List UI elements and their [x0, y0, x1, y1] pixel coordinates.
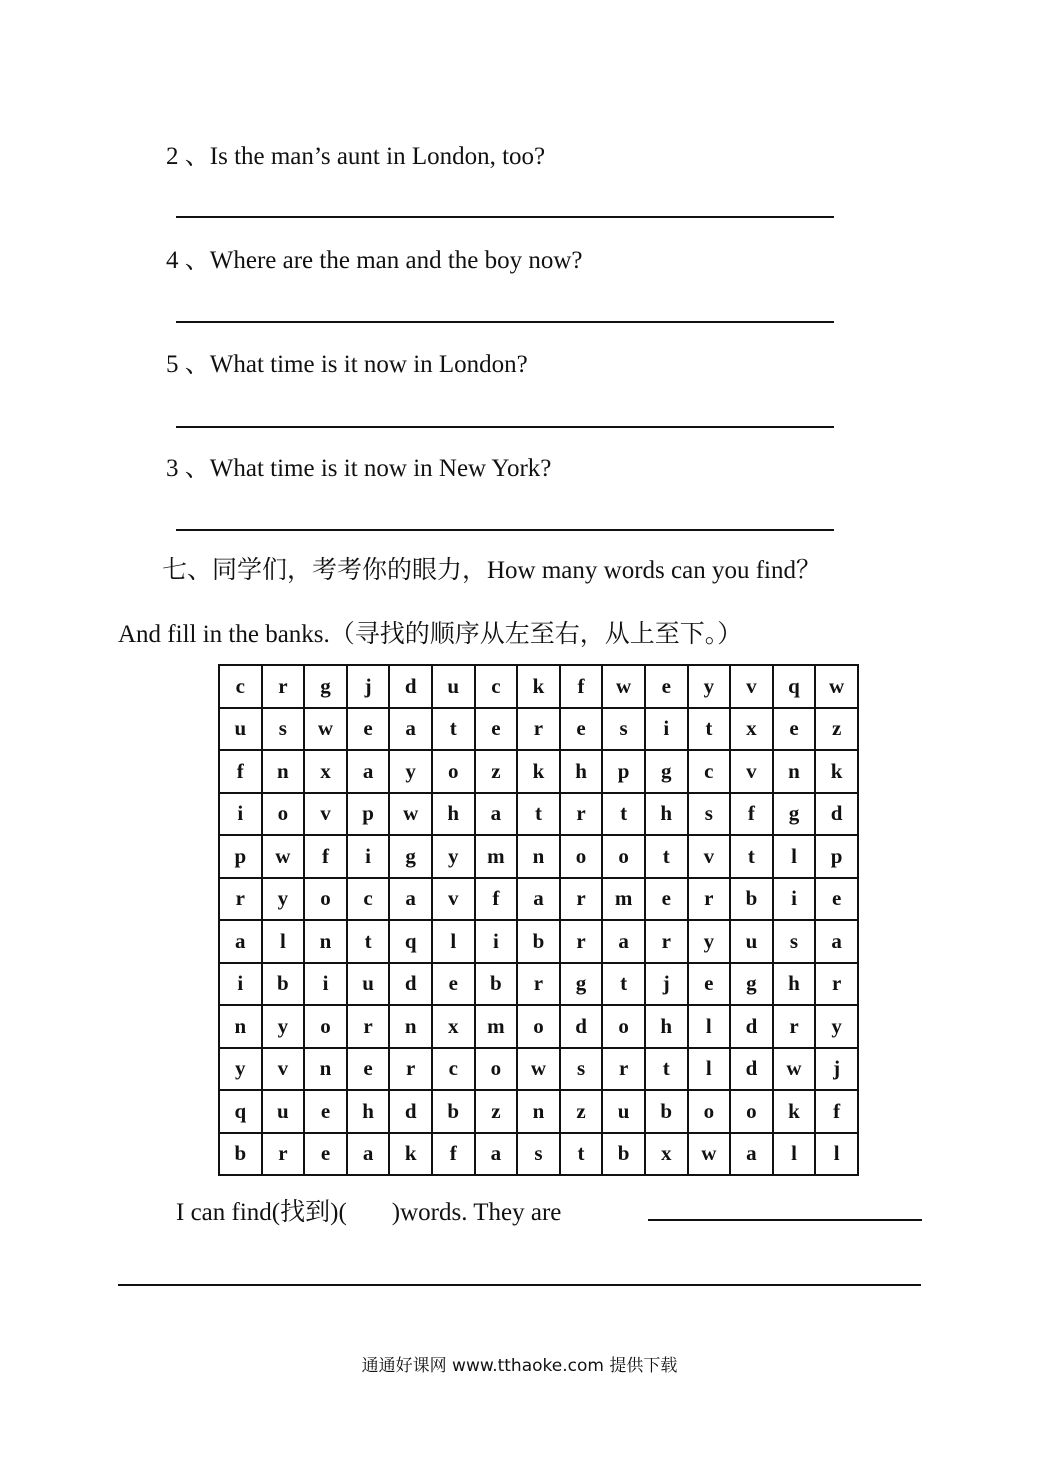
- grid-cell[interactable]: v: [730, 665, 773, 708]
- grid-cell[interactable]: g: [560, 963, 603, 1006]
- grid-cell[interactable]: g: [730, 963, 773, 1006]
- grid-cell[interactable]: k: [517, 665, 560, 708]
- grid-cell[interactable]: w: [304, 708, 347, 751]
- question-2: [166, 136, 545, 172]
- grid-cell[interactable]: f: [432, 1133, 475, 1176]
- grid-cell[interactable]: q: [389, 920, 432, 963]
- grid-cell[interactable]: n: [304, 1048, 347, 1091]
- grid-row: [219, 1005, 858, 1048]
- grid-cell[interactable]: a: [475, 793, 518, 836]
- grid-cell[interactable]: r: [517, 708, 560, 751]
- answer-line-4[interactable]: [176, 321, 834, 323]
- grid-cell[interactable]: f: [560, 665, 603, 708]
- grid-cell[interactable]: l: [773, 1133, 816, 1176]
- grid-cell[interactable]: y: [688, 920, 731, 963]
- grid-cell[interactable]: b: [262, 963, 305, 1006]
- grid-row: [219, 1048, 858, 1091]
- grid-cell[interactable]: e: [304, 1090, 347, 1133]
- grid-cell[interactable]: t: [560, 1133, 603, 1176]
- grid-cell[interactable]: w: [517, 1048, 560, 1091]
- grid-cell[interactable]: e: [475, 708, 518, 751]
- grid-cell[interactable]: r: [560, 920, 603, 963]
- footer-text: 通通好课网 www.tthaoke.com 提供下载: [361, 1356, 678, 1376]
- grid-row: [219, 750, 858, 793]
- grid-cell[interactable]: b: [432, 1090, 475, 1133]
- grid-cell[interactable]: u: [347, 963, 390, 1006]
- question-separator: 、: [184, 143, 210, 170]
- find-suffix: )words. They are: [391, 1199, 562, 1226]
- grid-cell[interactable]: e: [432, 963, 475, 1006]
- grid-cell[interactable]: d: [815, 793, 858, 836]
- grid-cell[interactable]: v: [304, 793, 347, 836]
- grid-cell[interactable]: a: [219, 920, 262, 963]
- grid-cell[interactable]: g: [389, 835, 432, 878]
- grid-cell[interactable]: r: [219, 878, 262, 921]
- grid-cell[interactable]: i: [773, 878, 816, 921]
- question-3: [166, 448, 551, 484]
- grid-cell[interactable]: d: [389, 665, 432, 708]
- question-text: Is the man’s aunt in London, too?: [209, 143, 546, 170]
- grid-row: [219, 708, 858, 751]
- grid-cell[interactable]: r: [688, 878, 731, 921]
- grid-cell[interactable]: i: [475, 920, 518, 963]
- grid-cell[interactable]: n: [389, 1005, 432, 1048]
- grid-cell[interactable]: x: [730, 708, 773, 751]
- grid-cell[interactable]: f: [219, 750, 262, 793]
- grid-cell[interactable]: f: [304, 835, 347, 878]
- grid-cell[interactable]: e: [688, 963, 731, 1006]
- grid-cell[interactable]: i: [304, 963, 347, 1006]
- question-separator: 、: [184, 351, 210, 378]
- question-separator: 、: [184, 247, 210, 274]
- grid-cell[interactable]: o: [688, 1090, 731, 1133]
- question-number: 4: [166, 247, 179, 274]
- grid-cell[interactable]: u: [730, 920, 773, 963]
- grid-cell[interactable]: a: [389, 878, 432, 921]
- grid-row: [219, 1133, 858, 1176]
- section-instruction: And fill in the banks.（寻找的顺序从左至右，从上至下。）: [118, 621, 743, 648]
- grid-cell[interactable]: t: [432, 708, 475, 751]
- question-text: Where are the man and the boy now?: [209, 247, 583, 274]
- question-number: 3: [166, 455, 179, 482]
- grid-cell[interactable]: o: [517, 1005, 560, 1048]
- grid-cell[interactable]: l: [432, 920, 475, 963]
- words-answer-line-2[interactable]: [118, 1284, 921, 1286]
- grid-cell[interactable]: t: [602, 793, 645, 836]
- grid-cell[interactable]: s: [773, 920, 816, 963]
- grid-cell[interactable]: m: [602, 878, 645, 921]
- grid-cell[interactable]: s: [560, 1048, 603, 1091]
- grid-cell[interactable]: h: [347, 1090, 390, 1133]
- grid-cell[interactable]: w: [815, 665, 858, 708]
- grid-cell[interactable]: k: [815, 750, 858, 793]
- grid-cell[interactable]: y: [815, 1005, 858, 1048]
- grid-cell[interactable]: f: [475, 878, 518, 921]
- grid-cell[interactable]: c: [688, 750, 731, 793]
- grid-cell[interactable]: r: [815, 963, 858, 1006]
- grid-cell[interactable]: o: [560, 835, 603, 878]
- grid-cell[interactable]: h: [432, 793, 475, 836]
- grid-cell[interactable]: n: [219, 1005, 262, 1048]
- grid-cell[interactable]: k: [773, 1090, 816, 1133]
- grid-cell[interactable]: l: [815, 1133, 858, 1176]
- grid-cell[interactable]: z: [475, 750, 518, 793]
- grid-cell[interactable]: v: [432, 878, 475, 921]
- grid-cell[interactable]: z: [815, 708, 858, 751]
- grid-cell[interactable]: g: [773, 793, 816, 836]
- grid-cell[interactable]: n: [262, 750, 305, 793]
- grid-cell[interactable]: e: [773, 708, 816, 751]
- grid-cell[interactable]: h: [645, 1005, 688, 1048]
- grid-cell[interactable]: b: [517, 920, 560, 963]
- grid-cell[interactable]: k: [517, 750, 560, 793]
- grid-cell[interactable]: i: [219, 963, 262, 1006]
- grid-row: [219, 665, 858, 708]
- question-separator: 、: [184, 455, 210, 482]
- grid-cell[interactable]: w: [602, 665, 645, 708]
- grid-cell[interactable]: e: [560, 708, 603, 751]
- grid-cell[interactable]: p: [347, 793, 390, 836]
- grid-cell[interactable]: r: [347, 1005, 390, 1048]
- grid-cell[interactable]: e: [645, 878, 688, 921]
- grid-cell[interactable]: e: [304, 1133, 347, 1176]
- grid-cell[interactable]: e: [347, 1048, 390, 1091]
- grid-cell[interactable]: x: [304, 750, 347, 793]
- grid-cell[interactable]: u: [219, 708, 262, 751]
- grid-cell[interactable]: h: [560, 750, 603, 793]
- grid-row: [219, 835, 858, 878]
- grid-cell[interactable]: n: [304, 920, 347, 963]
- words-answer-line[interactable]: [648, 1219, 922, 1221]
- find-sentence: [176, 1192, 561, 1228]
- grid-cell[interactable]: x: [432, 1005, 475, 1048]
- question-number: 2: [166, 143, 179, 170]
- grid-cell[interactable]: o: [262, 793, 305, 836]
- grid-cell[interactable]: y: [432, 835, 475, 878]
- grid-cell[interactable]: t: [517, 793, 560, 836]
- grid-cell[interactable]: c: [475, 665, 518, 708]
- grid-cell[interactable]: w: [688, 1133, 731, 1176]
- grid-cell[interactable]: o: [730, 1090, 773, 1133]
- grid-cell[interactable]: m: [475, 1005, 518, 1048]
- grid-cell[interactable]: n: [773, 750, 816, 793]
- grid-cell[interactable]: t: [645, 1048, 688, 1091]
- grid-cell[interactable]: b: [730, 878, 773, 921]
- question-text: What time is it now in London?: [209, 351, 528, 378]
- grid-cell[interactable]: a: [730, 1133, 773, 1176]
- grid-cell[interactable]: g: [304, 665, 347, 708]
- grid-cell[interactable]: d: [389, 1090, 432, 1133]
- grid-cell[interactable]: h: [645, 793, 688, 836]
- grid-cell[interactable]: c: [347, 878, 390, 921]
- grid-cell[interactable]: s: [517, 1133, 560, 1176]
- grid-cell[interactable]: j: [347, 665, 390, 708]
- grid-cell[interactable]: b: [602, 1133, 645, 1176]
- grid-cell[interactable]: d: [730, 1005, 773, 1048]
- grid-cell[interactable]: l: [773, 835, 816, 878]
- grid-cell[interactable]: r: [517, 963, 560, 1006]
- grid-cell[interactable]: c: [432, 1048, 475, 1091]
- grid-cell[interactable]: a: [347, 1133, 390, 1176]
- grid-cell[interactable]: r: [262, 665, 305, 708]
- grid-cell[interactable]: r: [389, 1048, 432, 1091]
- grid-row: [219, 963, 858, 1006]
- grid-cell[interactable]: f: [730, 793, 773, 836]
- grid-cell[interactable]: o: [475, 1048, 518, 1091]
- grid-row: [219, 878, 858, 921]
- grid-cell[interactable]: c: [219, 665, 262, 708]
- grid-cell[interactable]: t: [602, 963, 645, 1006]
- grid-cell[interactable]: o: [602, 1005, 645, 1048]
- grid-cell[interactable]: l: [688, 1005, 731, 1048]
- grid-cell[interactable]: j: [645, 963, 688, 1006]
- grid-cell[interactable]: i: [645, 708, 688, 751]
- grid-cell[interactable]: w: [773, 1048, 816, 1091]
- grid-cell[interactable]: o: [304, 1005, 347, 1048]
- grid-cell[interactable]: a: [347, 750, 390, 793]
- grid-cell[interactable]: y: [219, 1048, 262, 1091]
- question-5: [166, 344, 528, 380]
- grid-cell[interactable]: l: [688, 1048, 731, 1091]
- grid-cell[interactable]: t: [730, 835, 773, 878]
- grid-cell[interactable]: y: [389, 750, 432, 793]
- grid-cell[interactable]: v: [262, 1048, 305, 1091]
- answer-line-2[interactable]: [176, 216, 834, 218]
- grid-cell[interactable]: r: [645, 920, 688, 963]
- grid-cell[interactable]: y: [688, 665, 731, 708]
- grid-cell[interactable]: e: [347, 708, 390, 751]
- find-prefix: I can find(找到)(: [176, 1199, 347, 1226]
- grid-cell[interactable]: e: [815, 878, 858, 921]
- grid-cell[interactable]: w: [262, 835, 305, 878]
- grid-cell[interactable]: n: [517, 1090, 560, 1133]
- grid-cell[interactable]: h: [773, 963, 816, 1006]
- grid-cell[interactable]: s: [602, 708, 645, 751]
- grid-cell[interactable]: t: [645, 835, 688, 878]
- grid-cell[interactable]: t: [688, 708, 731, 751]
- grid-cell[interactable]: a: [815, 920, 858, 963]
- answer-line-3[interactable]: [176, 529, 834, 531]
- grid-cell[interactable]: a: [475, 1133, 518, 1176]
- question-number: 5: [166, 351, 179, 378]
- grid-cell[interactable]: r: [262, 1133, 305, 1176]
- grid-cell[interactable]: u: [262, 1090, 305, 1133]
- grid-cell[interactable]: f: [815, 1090, 858, 1133]
- grid-cell[interactable]: l: [262, 920, 305, 963]
- grid-cell[interactable]: t: [347, 920, 390, 963]
- grid-row: [219, 920, 858, 963]
- word-search-grid: [218, 664, 859, 1176]
- grid-cell[interactable]: s: [262, 708, 305, 751]
- grid-cell[interactable]: k: [389, 1133, 432, 1176]
- grid-cell[interactable]: u: [432, 665, 475, 708]
- grid-cell[interactable]: g: [645, 750, 688, 793]
- grid-cell[interactable]: m: [475, 835, 518, 878]
- grid-row: [219, 793, 858, 836]
- grid-cell[interactable]: y: [262, 878, 305, 921]
- grid-cell[interactable]: d: [389, 963, 432, 1006]
- grid-cell[interactable]: n: [517, 835, 560, 878]
- question-4: [166, 240, 583, 276]
- grid-cell[interactable]: v: [730, 750, 773, 793]
- grid-cell[interactable]: q: [219, 1090, 262, 1133]
- grid-cell[interactable]: r: [773, 1005, 816, 1048]
- grid-cell[interactable]: z: [560, 1090, 603, 1133]
- grid-cell[interactable]: i: [347, 835, 390, 878]
- grid-cell[interactable]: p: [219, 835, 262, 878]
- grid-cell[interactable]: z: [475, 1090, 518, 1133]
- grid-cell[interactable]: d: [560, 1005, 603, 1048]
- grid-cell[interactable]: a: [389, 708, 432, 751]
- grid-cell[interactable]: r: [560, 793, 603, 836]
- grid-cell[interactable]: o: [432, 750, 475, 793]
- grid-cell[interactable]: p: [815, 835, 858, 878]
- grid-cell[interactable]: j: [815, 1048, 858, 1091]
- grid-cell[interactable]: i: [219, 793, 262, 836]
- grid-cell[interactable]: x: [645, 1133, 688, 1176]
- grid-cell[interactable]: r: [560, 878, 603, 921]
- grid-cell[interactable]: y: [262, 1005, 305, 1048]
- grid-cell[interactable]: o: [304, 878, 347, 921]
- grid-cell[interactable]: d: [730, 1048, 773, 1091]
- section-heading: 七、同学们，考考你的眼力，How many words can you find？: [162, 557, 821, 584]
- grid-cell[interactable]: e: [645, 665, 688, 708]
- grid-cell[interactable]: b: [475, 963, 518, 1006]
- grid-row: [219, 1090, 858, 1133]
- answer-line-5[interactable]: [176, 426, 834, 428]
- grid-cell[interactable]: a: [517, 878, 560, 921]
- grid-cell[interactable]: a: [602, 920, 645, 963]
- grid-cell[interactable]: u: [602, 1090, 645, 1133]
- grid-cell[interactable]: r: [602, 1048, 645, 1091]
- grid-cell[interactable]: s: [688, 793, 731, 836]
- grid-cell[interactable]: v: [688, 835, 731, 878]
- grid-cell[interactable]: w: [389, 793, 432, 836]
- grid-cell[interactable]: b: [219, 1133, 262, 1176]
- grid-cell[interactable]: p: [602, 750, 645, 793]
- grid-cell[interactable]: q: [773, 665, 816, 708]
- question-text: What time is it now in New York?: [209, 455, 552, 482]
- grid-cell[interactable]: o: [602, 835, 645, 878]
- grid-cell[interactable]: b: [645, 1090, 688, 1133]
